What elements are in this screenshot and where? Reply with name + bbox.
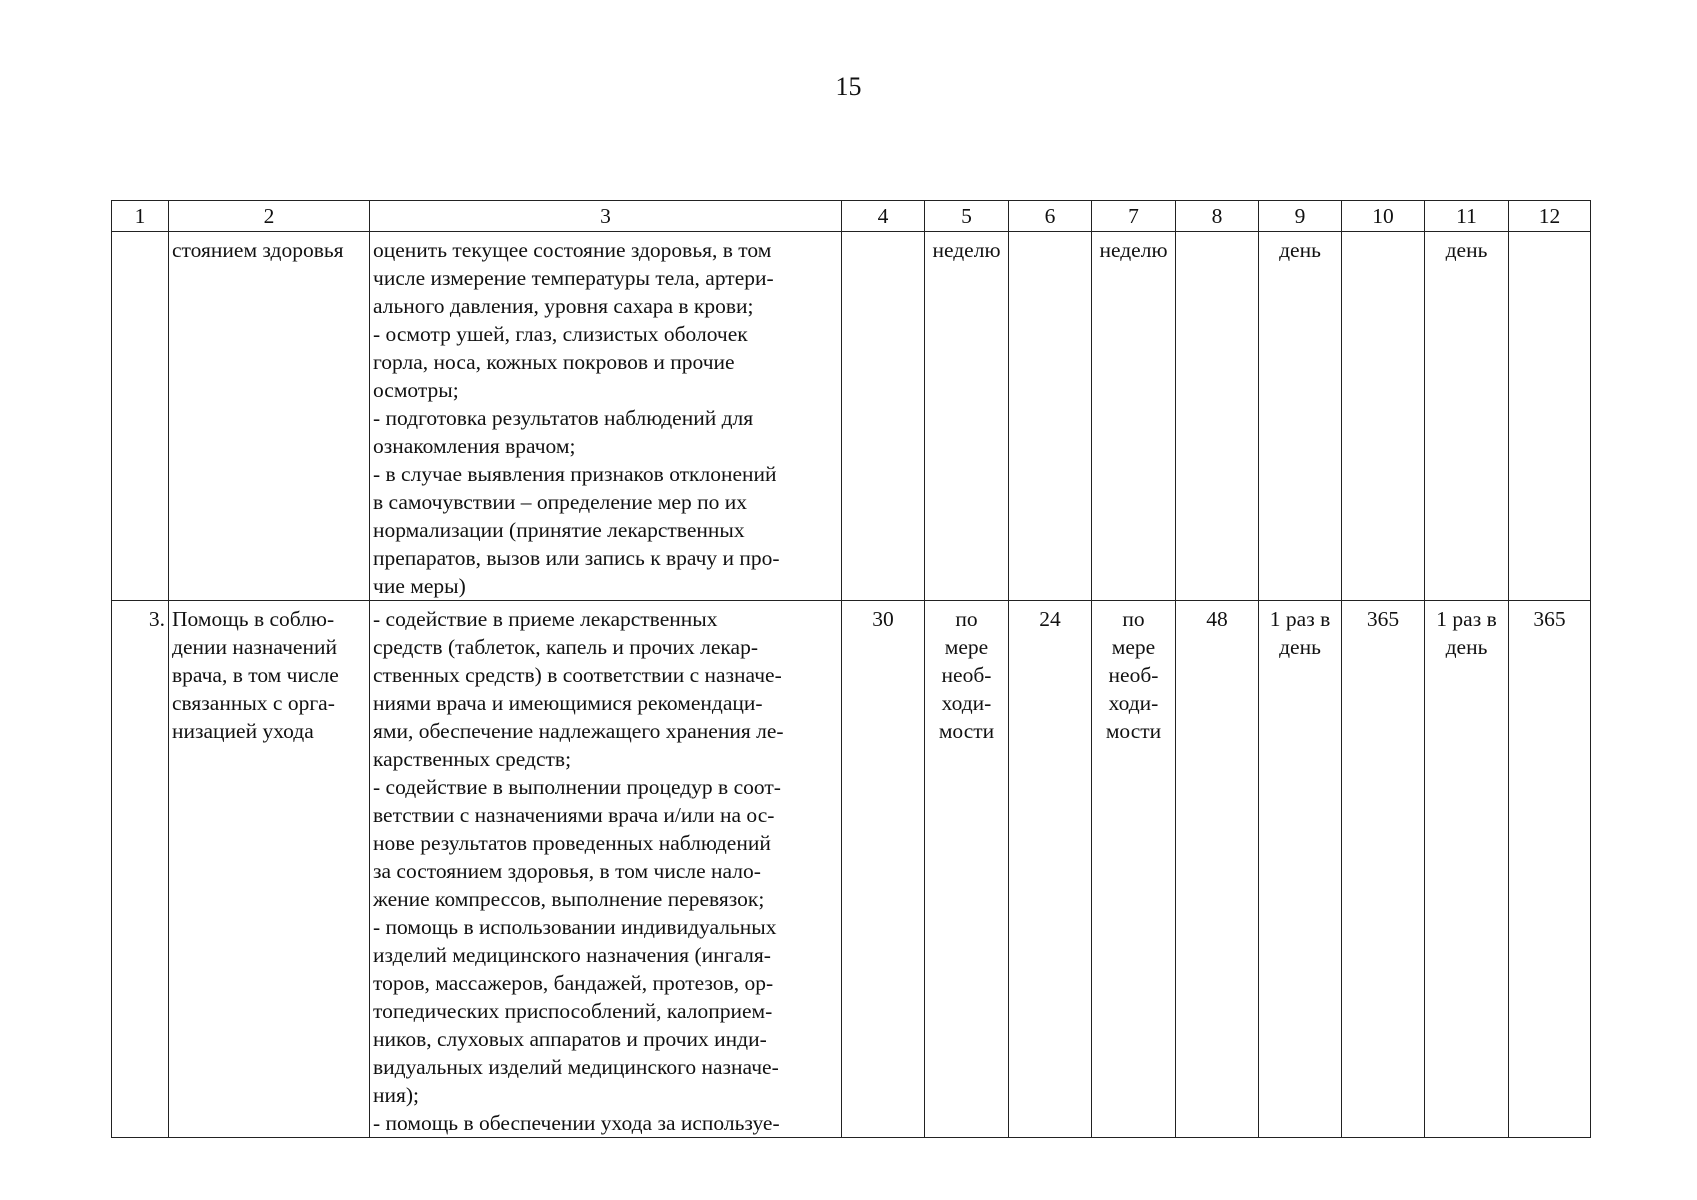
service-name-line: дении назначений xyxy=(172,635,337,659)
description-line: ственных средств) в соответствии с назначе- xyxy=(373,663,782,687)
frequency-line: мере xyxy=(944,635,989,659)
frequency-line: мости xyxy=(1105,719,1162,743)
description-line: - помощь в обеспечении ухода за используе- xyxy=(373,1111,780,1135)
header-col-4: 4 xyxy=(842,201,925,232)
description-line: - содействие в выполнении процедур в соот- xyxy=(373,775,781,799)
service-name-line: низацией ухода xyxy=(172,719,314,743)
header-col-10: 10 xyxy=(1342,201,1425,232)
description-line: ниями врача и имеющимися рекомендаци- xyxy=(373,691,763,715)
frequency-line: день xyxy=(1445,635,1488,659)
description-line: ознакомления врачом; xyxy=(373,434,576,458)
description-line: числе измерение температуры тела, артери- xyxy=(373,266,774,290)
frequency-line: ходи- xyxy=(941,691,992,715)
service-name-cell: стоянием здоровья xyxy=(169,232,370,601)
col-6-cell: 24 xyxy=(1009,601,1092,1138)
row-number-cell: 3. xyxy=(112,601,169,1138)
description-line: изделий медицинского назначения (ингаля- xyxy=(373,943,771,967)
header-col-3: 3 xyxy=(370,201,842,232)
table-row-3 xyxy=(112,601,1591,1138)
col-12-cell: 365 xyxy=(1509,601,1591,1138)
header-col-2: 2 xyxy=(169,201,370,232)
col-9-cell: день xyxy=(1259,232,1342,601)
description-line: ями, обеспечение надлежащего хранения ле- xyxy=(373,719,784,743)
description-line: топедических приспособлений, калоприем- xyxy=(373,999,773,1023)
description-line: чие меры) xyxy=(373,574,466,598)
description-line: за состоянием здоровья, в том числе нало- xyxy=(373,859,761,883)
description-line: - осмотр ушей, глаз, слизистых оболочек xyxy=(373,322,748,346)
header-col-9: 9 xyxy=(1259,201,1342,232)
description-line: - в случае выявления признаков отклонений xyxy=(373,462,777,486)
header-col-7: 7 xyxy=(1092,201,1176,232)
header-col-1: 1 xyxy=(112,201,169,232)
description-line: нове результатов проведенных наблюдений xyxy=(373,831,771,855)
description-line: ния); xyxy=(373,1083,420,1107)
frequency-line: по xyxy=(955,607,978,631)
description-line: - помощь в использовании индивидуальных xyxy=(373,915,777,939)
header-col-11: 11 xyxy=(1425,201,1509,232)
service-name-line: Помощь в соблю- xyxy=(172,607,335,631)
header-col-5: 5 xyxy=(925,201,1009,232)
page-number: 15 xyxy=(835,72,862,101)
col-11-cell: день xyxy=(1425,232,1509,601)
description-line: - подготовка результатов наблюдений для xyxy=(373,406,754,430)
description-line: ников, слуховых аппаратов и прочих инди- xyxy=(373,1027,767,1051)
header-col-8: 8 xyxy=(1176,201,1259,232)
services-table xyxy=(111,200,1591,1138)
service-name-line: врача, в том числе xyxy=(172,663,339,687)
description-line: видуальных изделий медицинского назначе- xyxy=(373,1055,779,1079)
col-10-cell xyxy=(1342,232,1425,601)
description-line: препаратов, вызов или запись к врачу и про- xyxy=(373,546,780,570)
description-line: горла, носа, кожных покровов и прочие xyxy=(373,350,735,374)
col-7-cell: неделю xyxy=(1092,232,1176,601)
service-description-cell xyxy=(370,601,842,1138)
col-12-cell xyxy=(1509,232,1591,601)
frequency-line: 1 раз в xyxy=(1269,607,1331,631)
description-line: осмотры; xyxy=(373,378,459,402)
description-line: жение компрессов, выполнение перевязок; xyxy=(373,887,765,911)
col-6-cell xyxy=(1009,232,1092,601)
header-col-12: 12 xyxy=(1509,201,1591,232)
col-8-cell xyxy=(1176,232,1259,601)
header-col-6: 6 xyxy=(1009,201,1092,232)
description-line: средств (таблеток, капель и прочих лекар- xyxy=(373,635,759,659)
frequency-line: по xyxy=(1122,607,1145,631)
frequency-line: мере xyxy=(1111,635,1156,659)
col-5-cell xyxy=(925,601,1009,1138)
col-4-cell xyxy=(842,232,925,601)
frequency-line: необ- xyxy=(941,663,992,687)
row-number-cell xyxy=(112,232,169,601)
col-9-cell xyxy=(1259,601,1342,1138)
description-line: ального давления, уровня сахара в крови; xyxy=(373,294,754,318)
description-line: торов, массажеров, бандажей, протезов, ор- xyxy=(373,971,774,995)
description-line: - содействие в приеме лекарственных xyxy=(373,607,718,631)
service-description-cell xyxy=(370,232,842,601)
col-4-cell: 30 xyxy=(842,601,925,1138)
description-line: оценить текущее состояние здоровья, в том xyxy=(373,238,772,262)
col-10-cell: 365 xyxy=(1342,601,1425,1138)
col-8-cell: 48 xyxy=(1176,601,1259,1138)
frequency-line: 1 раз в xyxy=(1436,607,1497,631)
description-line: нормализации (принятие лекарственных xyxy=(373,518,745,542)
col-5-cell: неделю xyxy=(925,232,1009,601)
description-line: карственных средств; xyxy=(373,747,572,771)
frequency-line: ходи- xyxy=(1108,691,1159,715)
frequency-line: мости xyxy=(938,719,995,743)
frequency-line: день xyxy=(1279,635,1321,659)
col-7-cell xyxy=(1092,601,1176,1138)
table-row-continuation xyxy=(112,232,1591,601)
service-name-cell xyxy=(169,601,370,1138)
service-name-line: связанных с орга- xyxy=(172,691,335,715)
description-line: в самочувствии – определение мер по их xyxy=(373,490,747,514)
description-line: ветствии с назначениями врача и/или на ос- xyxy=(373,803,775,827)
frequency-line: необ- xyxy=(1108,663,1159,687)
header-row xyxy=(112,201,1591,232)
col-11-cell xyxy=(1425,601,1509,1138)
